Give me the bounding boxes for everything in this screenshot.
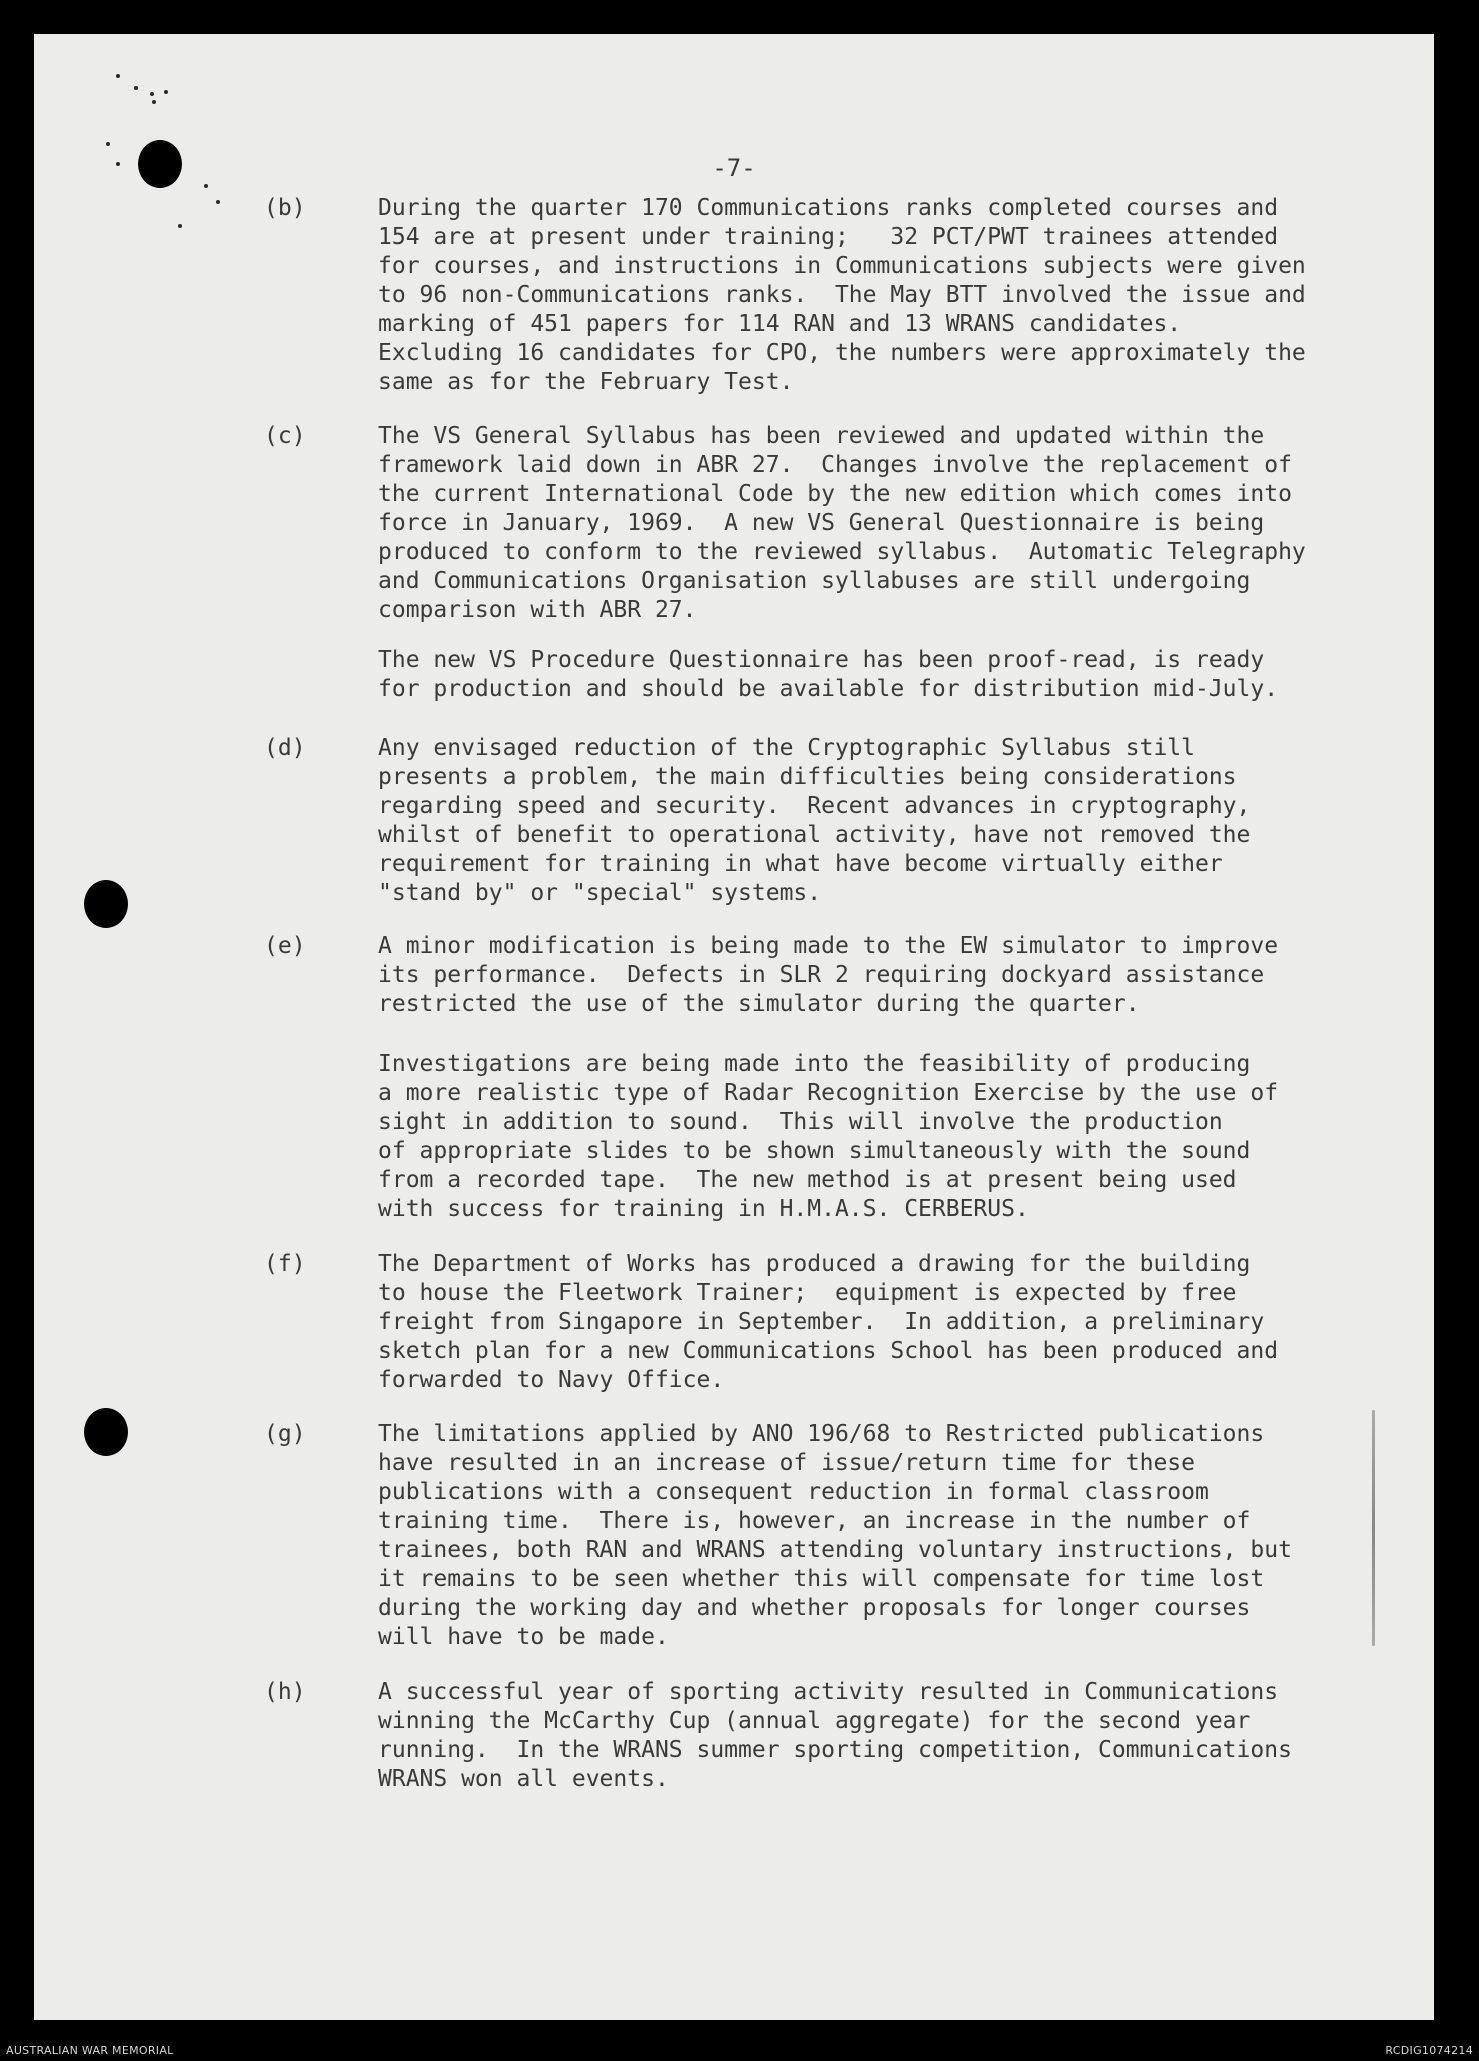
archive-identifier: RCDIG1074214 <box>1385 2044 1473 2057</box>
paragraph-text: The Department of Works has produced a drawing for the building to house the Fleetwork Trainer; equipment is expected by free freight from Singapore in September. In addition, a preliminary sketch plan for a new Communications School has been produced and forwarded to Navy Office. <box>378 1251 1279 1393</box>
paragraph-text: The VS General Syllabus has been reviewed and updated within the framework laid down in ABR 27. Changes involve the replacement of the current International Code by the new edition which comes into force in January, 1969. A new VS General Questionnaire is being produced to conform to the reviewed syllabus. Automatic Telegraphy and Communications Organisation syllabuses are still undergoing comparison with ABR 27. <box>378 423 1306 623</box>
paragraph-text: A successful year of sporting activity resulted in Communications winning the McCarthy Cup (annual aggregate) for the second year running. In the WRANS summer sporting competition, Communications WRANS won all events. <box>378 1679 1292 1792</box>
document-page <box>34 34 1434 2020</box>
paper-speck <box>150 92 154 96</box>
punch-hole-middle <box>84 880 128 928</box>
paragraph-letter: (d) <box>264 735 306 761</box>
paragraph-letter: (g) <box>264 1421 306 1447</box>
paper-speck <box>152 100 156 104</box>
paper-speck <box>216 200 220 204</box>
punch-hole-lower <box>84 1408 128 1456</box>
paper-speck <box>106 142 110 146</box>
paragraph-text: Investigations are being made into the feasibility of producing a more realistic type of Radar Recognition Exercise by the use of sight in addition to sound. This will involve the production of appropriate slides to be shown simultaneously with the sound from a recorded tape. The new method is at present being used with success for training in H.M.A.S. CERBERUS. <box>378 1051 1279 1222</box>
paragraph-text: The limitations applied by ANO 196/68 to Restricted publications have resulted in an increase of issue/return time for these publications with a consequent reduction in formal classroom training time. There is, however, an increase in the number of trainees, both RAN and WRANS attending voluntary instructions, but it remains to be seen whether this will compensate for time lost during the working day and whether proposals for longer courses will have to be made. <box>378 1421 1292 1650</box>
paragraph-letter: (f) <box>264 1251 306 1277</box>
paper-speck <box>164 90 168 94</box>
archive-credit: AUSTRALIAN WAR MEMORIAL <box>6 2044 174 2057</box>
paper-speck <box>178 224 182 228</box>
paragraph-letter: (c) <box>264 423 306 449</box>
paper-speck <box>204 184 208 188</box>
page-number: -7- <box>712 154 756 182</box>
paper-speck <box>116 74 120 78</box>
paragraph-text: Any envisaged reduction of the Cryptographic Syllabus still presents a problem, the main difficulties being considerations regarding speed and security. Recent advances in cryptography, whilst of benefit to operational activity, have not removed the requirement for training in what have become virtually either "stand by" or "special" systems. <box>378 735 1251 906</box>
paragraph-text: A minor modification is being made to the EW simulator to improve its performance. Defects in SLR 2 requiring dockyard assistance restricted the use of the simulator during the quarter. <box>378 933 1279 1017</box>
paragraph-letter: (b) <box>264 195 306 221</box>
margin-pencil-line <box>1372 1410 1375 1646</box>
paragraph-text: During the quarter 170 Communications ranks completed courses and 154 are at present under training; 32 PCT/PWT trainees attended for courses, and instructions in Communications subjects were given to 96 non-Communications ranks. The May BTT involved the issue and marking of 451 papers for 114 RAN and 13 WRANS candidates. Excluding 16 candidates for CPO, the numbers were approximately the same as for the February Test. <box>378 195 1306 395</box>
paper-speck <box>134 86 138 90</box>
paragraph-letter: (e) <box>264 933 306 959</box>
paragraph-text: The new VS Procedure Questionnaire has been proof-read, is ready for production and should be available for distribution mid-July. <box>378 647 1279 702</box>
paragraph-letter: (h) <box>264 1679 306 1705</box>
